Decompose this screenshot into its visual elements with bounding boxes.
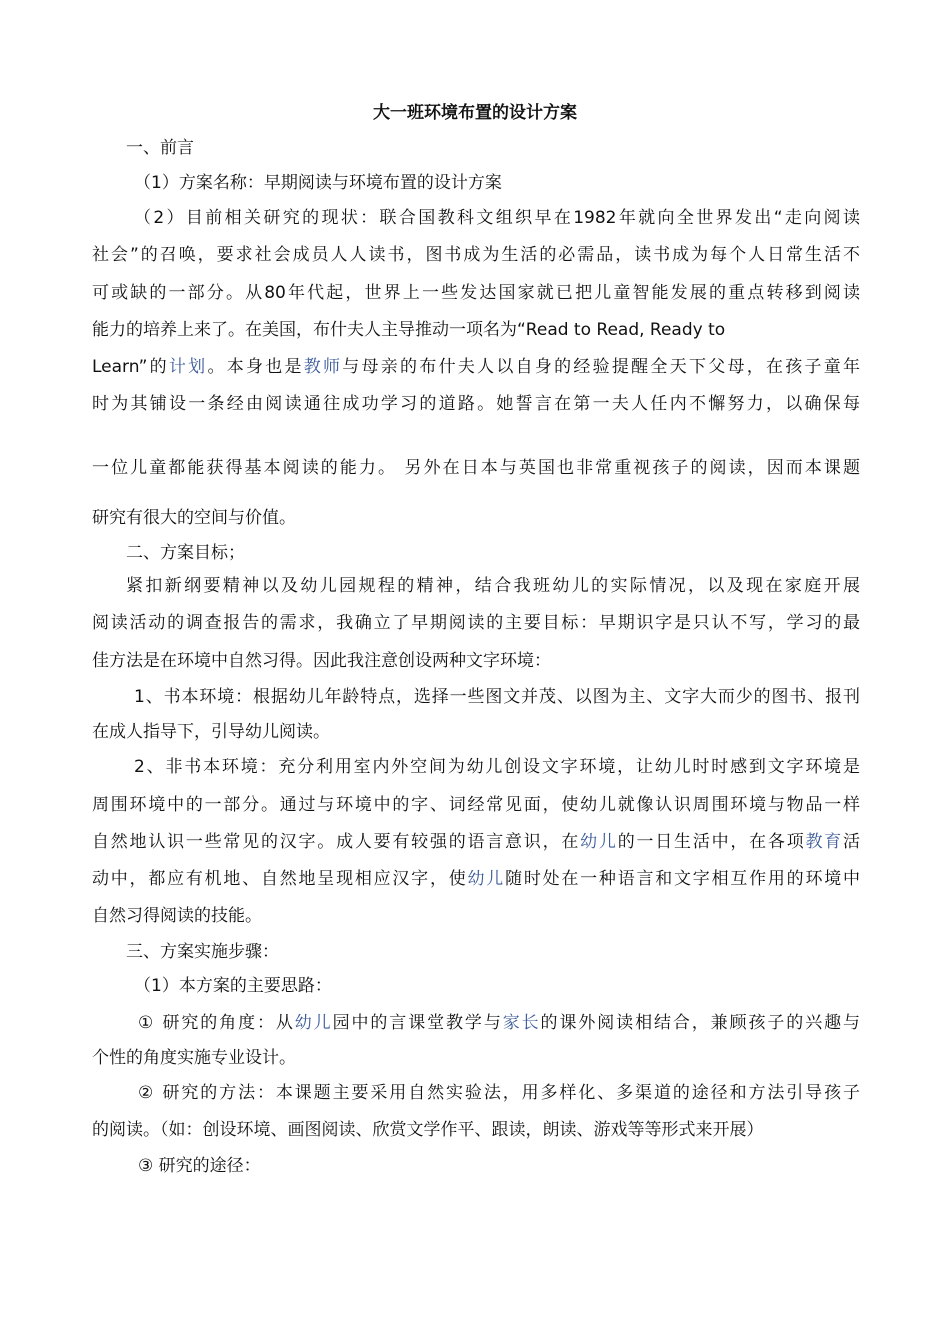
research-angle-line-2: 个性的角度实施专业设计。 (92, 1048, 296, 1068)
document-title: 大一班环境布置的设计方案 (373, 103, 577, 123)
section-heading-preface: 一、前言 (126, 138, 194, 158)
research-angle-line-1 (138, 1010, 860, 1036)
child-link[interactable]: 幼儿 (580, 832, 618, 852)
research-status-line-1: （2）目前相关研究的现状：联合国教科文组织早在1982年就向全世界发出“走向阅读 (134, 208, 860, 228)
nonbook-env-line-3 (92, 829, 860, 855)
text-run: 动中，都应有机地、自然地呈现相应汉字，使 (92, 869, 468, 889)
text-run: Learn”的 (92, 357, 169, 377)
main-idea-heading: （1）本方案的主要思路： (134, 976, 332, 996)
research-status-line-2: 社会”的召唤，要求社会成员人人读书，图书成为生活的必需品，读书成为每个人日常生活不 (92, 245, 860, 265)
text-run: 随时处在一种语言和文字相互作用的环境中 (505, 869, 861, 889)
text-run: 自然地认识一些常见的汉字。成人要有较强的语言意识，在 (92, 832, 581, 852)
child-link[interactable]: 幼儿 (467, 869, 506, 889)
nonbook-env-line-1: 2、非书本环境：充分利用室内外空间为幼儿创设文字环境，让幼儿时时感到文字环境是 (134, 757, 860, 777)
text-run: 的课外阅读相结合，兼顾孩子的兴趣与 (540, 1013, 861, 1033)
research-status-line-7: 一位儿童都能获得基本阅读的能力。 另外在日本与英国也非常重视孩子的阅读，因而本课题 (92, 458, 860, 478)
text-run: 。本身也是 (207, 357, 304, 377)
plan-name-line: （1）方案名称：早期阅读与环境布置的设计方案 (134, 173, 502, 193)
book-env-line-1: 1、书本环境：根据幼儿年龄特点，选择一些图文并茂、以图为主、文字大而少的图书、报刊 (134, 687, 860, 707)
child-link[interactable]: 幼儿 (294, 1013, 333, 1033)
research-method-line-2: 的阅读。（如：创设环境、画图阅读、欣赏文学作平、跟读，朗读、游戏等等形式来开展） (92, 1120, 764, 1140)
plan-link[interactable]: 计划 (168, 357, 208, 377)
goals-line-1: 紧扣新纲要精神以及幼儿园规程的精神，结合我班幼儿的实际情况，以及现在家庭开展 (126, 576, 860, 596)
text-run: ① 研究的角度：从 (138, 1013, 295, 1033)
research-method-line-1: ② 研究的方法：本课题主要采用自然实验法，用多样化、多渠道的途径和方法引导孩子 (138, 1083, 860, 1103)
nonbook-env-line-4 (92, 866, 860, 892)
goals-line-3: 佳方法是在环境中自然习得。因此我注意创设两种文字环境： (92, 651, 551, 671)
book-env-line-2: 在成人指导下，引导幼儿阅读。 (92, 722, 330, 742)
education-link[interactable]: 教育 (805, 832, 844, 852)
research-status-line-5 (92, 354, 860, 380)
research-status-line-6: 时为其铺设一条经由阅读通往成功学习的道路。她誓言在第一夫人任内不懈努力，以确保每 (92, 394, 860, 414)
section-heading-goals: 二、方案目标； (126, 543, 245, 563)
text-run: 的一日生活中，在各项 (617, 832, 806, 852)
section-heading-steps: 三、方案实施步骤： (126, 942, 279, 962)
text-run: 活 (843, 832, 861, 852)
goals-line-2: 阅读活动的调查报告的需求，我确立了早期阅读的主要目标：早期识字是只认不写，学习的最 (92, 613, 860, 633)
nonbook-env-line-2: 周围环境中的一部分。通过与环境中的字、词经常见面，使幼儿就像认识周围环境与物品一样 (92, 795, 860, 815)
research-status-line-4: 能力的培养上来了。在美国，布什夫人主导推动一项名为“Read to Read, Ready to (92, 320, 726, 340)
research-status-line-3: 可或缺的一部分。从80年代起，世界上一些发达国家就已把儿童智能发展的重点转移到阅读 (92, 283, 860, 303)
research-status-line-8: 研究有很大的空间与价值。 (92, 508, 296, 528)
text-run: 与母亲的布什夫人以自身的经验提醒全天下父母，在孩子童年 (342, 357, 861, 377)
nonbook-env-line-5: 自然习得阅读的技能。 (92, 906, 262, 926)
teacher-link[interactable]: 教师 (303, 357, 343, 377)
text-run: 园中的言课堂教学与 (332, 1013, 503, 1033)
parent-link[interactable]: 家长 (502, 1013, 541, 1033)
research-path-line-1: ③ 研究的途径： (138, 1156, 261, 1176)
